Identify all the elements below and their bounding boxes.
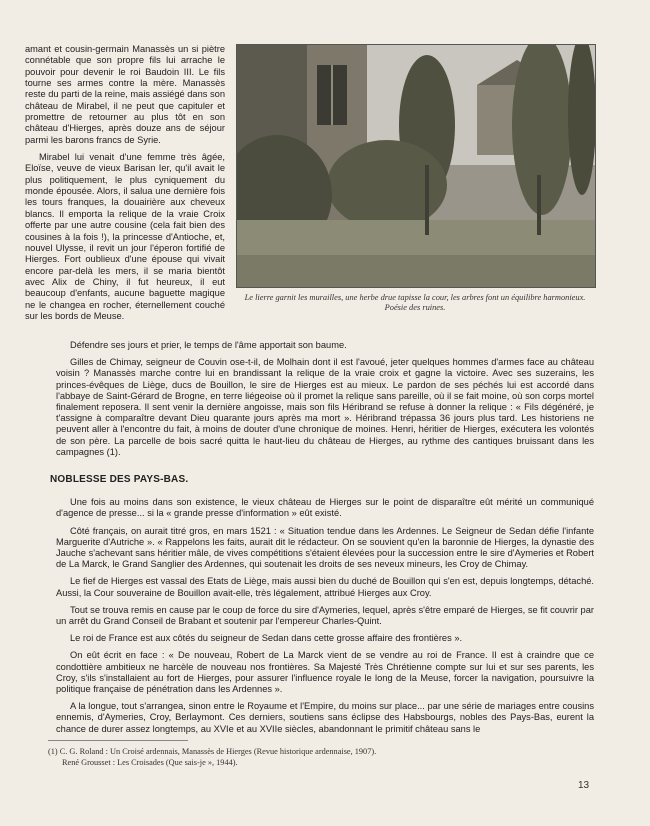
left-paragraph-2: Mirabel lui venait d'une femme très âgée, Eloïse, veuve de vieux Barisan Ier, qu'il avait le plus politiquement, le plus cyniquement du monde épousée. Alors, il salua une dernière fois les tours franques, la douairière aux cheveux blancs. Il emporta la relique de la vraie Croix offerte par une autre cousine (cela fait bien des cousines à la fois !), la princesse d'Antioche, et, nouvel Ulysse, il revit un jour l'éperon fortifié de Hierges. Fort oublieux d'une épouse qui vivait encore par-delà les mers, il se maria bientôt avec Alix de Chiny, il fut heureux, il eut beaucoup d'enfants, aucune baguette magique ne le changea en rocher, éternellement couché sur les bords de Meuse. [25,152,225,321]
page-number: 13 [578,780,590,791]
footnote-1: (1) C. G. Roland : Un Croisé ardennais, Manassès de Hierges (Revue historique ardennaise, 1907). [48,747,377,756]
section-paragraph-2: Côté français, on aurait titré gros, en mars 1521 : « Situation tendue dans les Ardennes. Le Seigneur de Sedan défie l'infante Marguerite d'Autriche ». « Rappelons les faits, aurait dit le rédacteur. On se souvient qu'en la baronnie de Hierges, la dynastie des Jauche s'achevant sans héritier mâle, de vives compétitions s'étaient élevées pour la succession entre le sire d'Aymeries et Robert de La Marck, le Grand Sanglier des Ardennes, qui soutenait les droits de ses neveux mineurs, les Croy de Chimay. [56,525,594,570]
footnote-divider [48,740,188,741]
section-paragraph-4: Tout se trouva remis en cause par le coup de force du sire d'Aymeries, lequel, après s'être emparé de Hierges, se fit couvrir par un arrêt du Grand Conseil de Brabant et soutenir par l'empereur Charles-Quint. [56,604,594,627]
photo-caption: Le lierre garnit les murailles, une herbe drue tapisse la cour, les arbres font un équilibre harmonieux. Poésie des ruines. [244,293,586,312]
section-paragraph-3: Le fief de Hierges est vassal des Etats de Liège, mais aussi bien du duché de Bouillon qui s'en est, depuis longtemps, détaché. Aussi, la Cour souveraine de Bouillon avait-elle, très légalement, attribué Hierges aux Croy. [56,576,594,598]
ruins-photograph [236,44,596,288]
section-heading: NOBLESSE DES PAYS-BAS. [50,474,189,486]
section-paragraph-6: On eût écrit en face : « De nouveau, Robert de La Marck vient de se vendre au roi de France. Il est à craindre que ce condottière ambitieux ne harcèle de nouveau nos frontières. Sa Majesté Très Chrétienne compte sur lui et sur ses parents, les Croy, s'ils s'installaient au fort de Hierges, pour assurer l'influence royale le long de la Meuse, forcer la navigation, poursuivre la politique française de pénétration dans les Ardennes ». [56,650,594,695]
body-paragraph-1: Défendre ses jours et prier, le temps de l'âme apportait son baume. [70,340,347,350]
body-paragraph-2: Gilles de Chimay, seigneur de Couvin ose-t-il, de Molhain dont il est l'avoué, jeter quelques hommes d'armes face au château voisin ? Manassès marche contre lui en brandissant la relique de la vraie croix et gagne la victoire. Avec ses suzerains, les princes-évêques de Liège, ducs de Bouillon, le sire de Hierges est au mieux. Le pardon de ses péchés lui est accordé dans l'abbaye de Saint-Gérard de Brogne, en terre liégeoise où il promet la relique sans pareille, où il se fait moine, où son corps mortel finalement reposera. Il sent venir la dernière angoisse, mais son fils Héribrand se refuse à donner la relique : « Fils dégénéré, je t'assigne à comparaître devant Dieu quarante jours après ma mort ». Héribrand trépassa 36 jours plus tard. Les historiens ne peuvent aller à l'encontre du fait, à moins de douter d'une chronique de moines. Henri, héritier de Hierges, exécutera les volontés de son père. La parcelle de bois sacré quitta le haut-lieu du château de Hierges, au rythme des cantiques bruissant dans les campagnes (1). [56,357,594,457]
ruins-photo-illustration [237,45,595,287]
left-column-text [25,44,225,322]
section-paragraph-7: A la longue, tout s'arrangea, sinon entre le Royaume et l'Empire, du moins sur place... par une série de mariages entre cousins ennemis, d'Aymeries, Croy, Berlaymont. Ces derniers, soutiens sans éclipse des Habsbourgs, nobles des Pays-Bas, eurent la chance de durer assez longtemps, au XVIe et au XVIIe siècles, abandonnant le primitif château sans le [56,701,594,734]
left-paragraph-1: amant et cousin-germain Manassès un si piètre connétable que son propre fils lui arrache le pouvoir pour devenir le roi Baudoin III. Le fils tourne ses armes contre la mère. Manassès reste du parti de la reine, mais assiégé dans son château de Mirabel, il ne peut que capituler et promettre de retourner au plus tôt en son château d'Hierges, après douze ans de séjour parmi les barons francs de Syrie. [25,44,225,145]
section-paragraph-1: Une fois au moins dans son existence, le vieux château de Hierges sur le point de disparaître eût mérité un communiqué d'agence de presse... si la « grande presse d'information » eût existé. [56,497,594,519]
footnotes [48,747,568,768]
section-paragraph-5: Le roi de France est aux côtés du seigneur de Sedan dans cette grosse affaire des frontières ». [70,633,463,644]
main-article-body [50,340,594,741]
footnote-2: René Grousset : Les Croisades (Que sais-je », 1944). [62,757,238,767]
